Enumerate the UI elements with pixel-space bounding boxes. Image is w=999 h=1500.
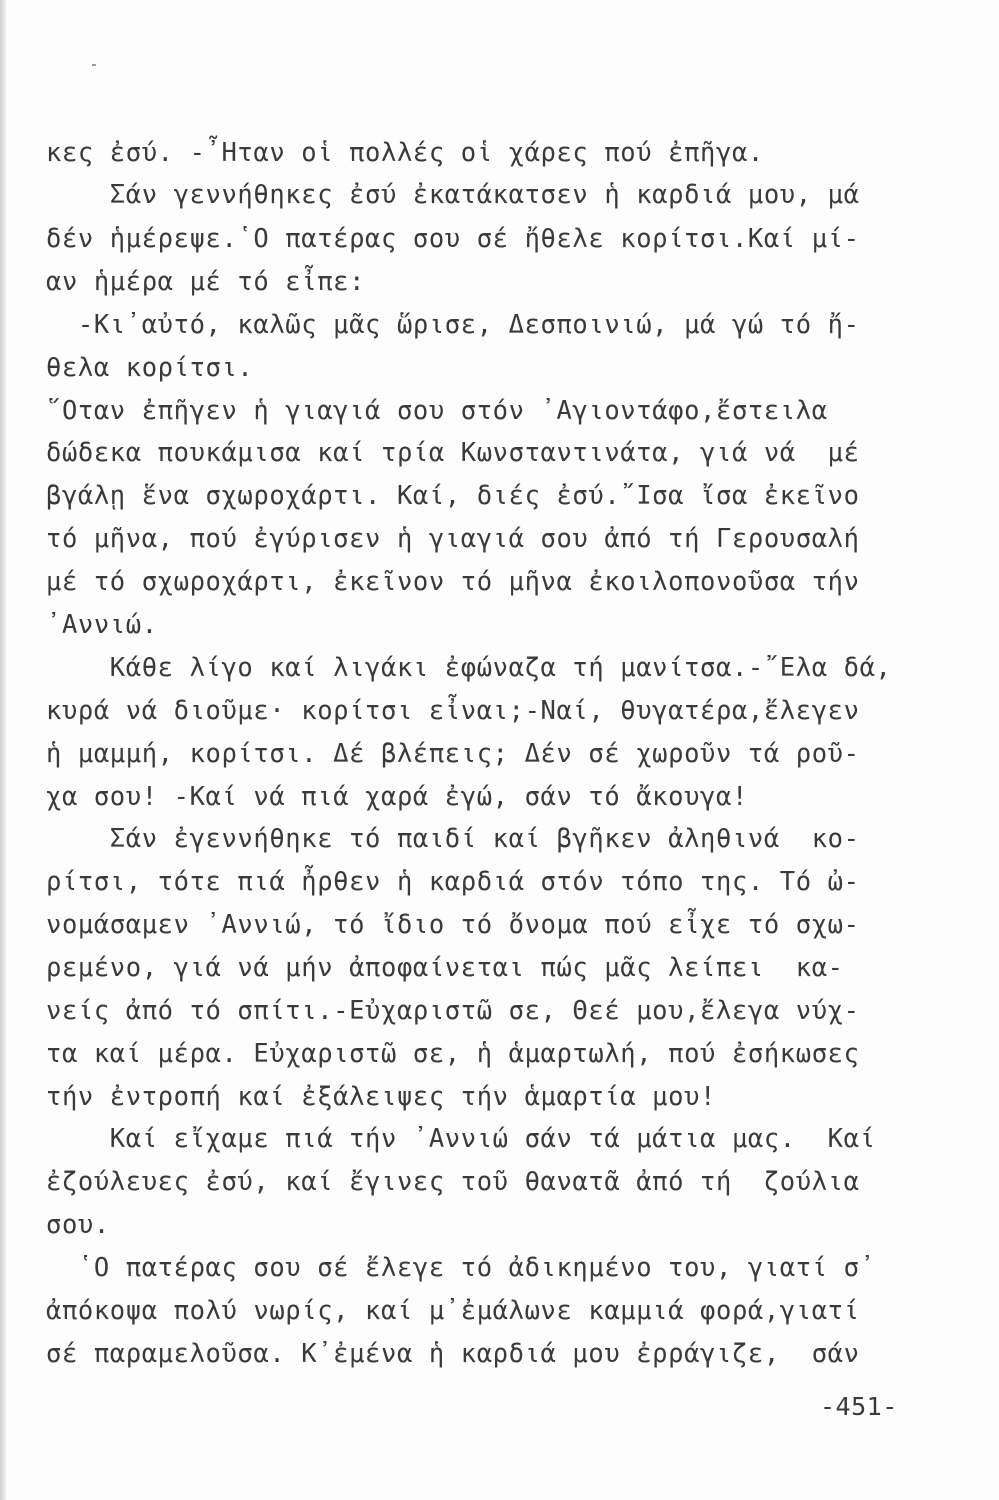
text-line: δέν ἡμέρεψε.῾Ο πατέρας σου σέ ἤθελε κορίτσι.Καί μί- (46, 224, 860, 254)
text-line: νείς ἀπό τό σπίτι.-Εὐχαριστῶ σε, Θεέ μου,ἔλεγα νύχ- (46, 996, 860, 1026)
text-line: νομάσαμεν ᾽Αννιώ, τό ἴδιο τό ὄνομα πού εἶχε τό σχω- (46, 910, 860, 940)
text-line: τήν ἐντροπή καί ἐξάλειψες τήν ἁμαρτία μου! (46, 1082, 716, 1112)
text-line: βγάλῃ ἕνα σχωροχάρτι. Καί, διές ἐσύ.῎Ισα ἴσα ἐκεῖνο (46, 481, 860, 511)
text-line: τό μῆνα, πού ἐγύρισεν ἡ γιαγιά σου ἀπό τή Γερουσαλή (46, 524, 860, 554)
text-line: μέ τό σχωροχάρτι, ἐκεῖνον τό μῆνα ἐκοιλοπονοῦσα τήν (46, 567, 860, 597)
text-line: χα σου! -Καί νά πιά χαρά ἐγώ, σάν τό ἄκουγα! (46, 782, 748, 812)
text-line: τα καί μέρα. Εὐχαριστῶ σε, ἡ ἁμαρτωλή, πού ἐσήκωσες (46, 1039, 860, 1069)
text-line: ρίτσι, τότε πιά ἦρθεν ἡ καρδιά στόν τόπο της. Τό ὠ- (46, 867, 860, 897)
text-line: δώδεκα πουκάμισα καί τρία Κωνσταντινάτα, γιά νά μέ (46, 438, 860, 468)
text-line: Κάθε λίγο καί λιγάκι ἐφώναζα τή μανίτσα.-῎Ελα δά, (46, 653, 892, 683)
text-line: ἐζούλευες ἐσύ, καί ἔγινες τοῦ θανατᾶ ἀπό τή ζούλια (46, 1167, 860, 1197)
page-number: -451- (820, 1392, 898, 1421)
text-line: κες ἐσύ. -῏Ηταν οἱ πολλές οἱ χάρες πού ἐπῆγα. (46, 138, 764, 168)
text-line: ἀπόκοψα πολύ νωρίς, καί μ᾽ἐμάλωνε καμμιά φορά,γιατί (46, 1296, 860, 1326)
text-line: αν ἡμέρα μέ τό εἶπε: (46, 267, 366, 297)
text-line: ῾Ο πατέρας σου σέ ἔλεγε τό ἀδικημένο του, γιατί σ᾽ (46, 1253, 876, 1283)
text-line: ἡ μαμμή, κορίτσι. Δέ βλέπεις; Δέν σέ χωροῦν τά ροῦ- (46, 739, 860, 769)
text-line: σου. (46, 1210, 110, 1240)
text-line: Καί εἴχαμε πιά τήν ᾽Αννιώ σάν τά μάτια μας. Καί (46, 1124, 876, 1154)
text-line: Σάν ἐγεννήθηκε τό παιδί καί βγῆκεν ἀληθινά κο- (46, 824, 860, 854)
text-line: -Κι᾽αὐτό, καλῶς μᾶς ὥρισε, Δεσποινιώ, μά γώ τό ἤ- (46, 310, 860, 340)
text-line: σέ παραμελοῦσα. Κ᾽ἐμένα ἡ καρδιά μου ἐρράγιζε, σάν (46, 1339, 860, 1369)
text-line: θελα κορίτσι. (46, 353, 254, 383)
text-line: κυρά νά διοῦμε· κορίτσι εἶναι;-Ναί, θυγατέρα,ἔλεγεν (46, 696, 860, 726)
text-line: Σάν γεννήθηκες ἐσύ ἐκατάκατσεν ἡ καρδιά μου, μά (46, 180, 860, 210)
text-line: ῞Οταν ἐπῆγεν ἡ γιαγιά σου στόν ᾽Αγιοντάφο,ἔστειλα (46, 396, 828, 426)
text-line: ᾽Αννιώ. (46, 610, 158, 640)
text-line: ρεμένο, γιά νά μήν ἀποφαίνεται πώς μᾶς λείπει κα- (46, 953, 844, 983)
